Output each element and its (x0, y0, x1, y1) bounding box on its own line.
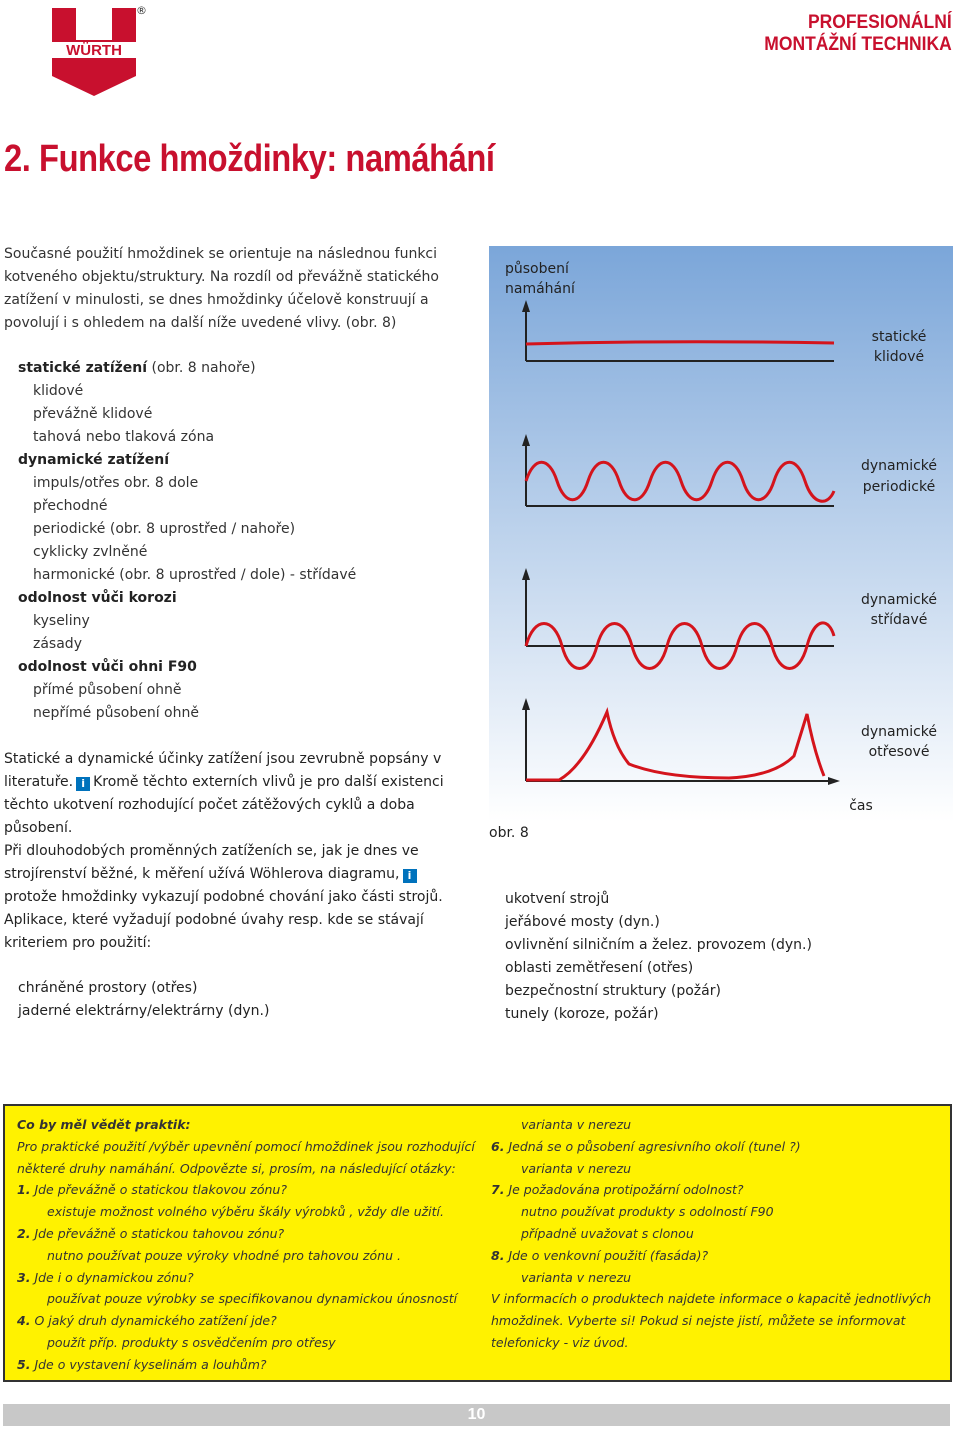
brand-line-1: PROFESIONÁLNÍ (808, 12, 952, 33)
list-item: periodické (obr. 8 uprostřed / nahoře) (33, 521, 296, 537)
brand-tagline (765, 12, 952, 56)
logo-text: WÜRTH (66, 42, 122, 59)
list-item: bezpečnostní struktury (požár) (505, 983, 721, 999)
list-item: oblasti zemětřesení (otřes) (505, 960, 694, 976)
question: 7. Je požadována protipožární odolnost? (491, 1182, 744, 1198)
figure-caption: obr. 8 (489, 825, 529, 841)
question: 5. Jde o vystavení kyselinám a louhům? (17, 1356, 267, 1372)
list-item: přímé působení ohně (33, 682, 182, 698)
answer: existuje možnost volného výběru škály výrobků , vždy dle užití. (47, 1204, 444, 1220)
info-icon: i (76, 777, 90, 791)
svg-text:střídavé: střídavé (870, 612, 928, 628)
list-item: nepřímé působení ohně (33, 705, 199, 721)
wurth-logo (48, 6, 140, 98)
list-item: tunely (koroze, požár) (505, 1006, 659, 1022)
x-axis-label: čas (849, 798, 873, 814)
fire-heading: odolnost vůči ohni F90 (18, 659, 197, 675)
page-title: 2. Funkce hmoždinky: namáhání (4, 138, 495, 180)
static-load-heading: statické zatížení (obr. 8 nahoře) (18, 360, 256, 376)
question: 3. Jde i o dynamickou zónu? (17, 1269, 194, 1285)
tips-right-column (491, 1114, 947, 1354)
answer: varianta v nerezu (521, 1160, 632, 1176)
answer: varianta v nerezu (521, 1117, 632, 1132)
list-item: cyklicky zvlněné (33, 544, 148, 560)
question: 4. O jaký druh dynamického zatížení jde? (17, 1313, 277, 1329)
list-item: kyseliny (33, 613, 90, 629)
answer: varianta v nerezu (521, 1269, 632, 1285)
footer-bar (3, 1404, 950, 1426)
intro-paragraph: Současné použití hmoždinek se orientuje na následnou funkci kotveného objektu/struktury. Na rozdíl od převážně statického zatížení v minulosti, se dnes hmoždinky účelově konstruují a povolují i s ohledem na další níže uvedené vlivy. (obr. 8) (4, 246, 439, 331)
answer: použít příp. produkty s osvědčením pro otřesy (47, 1334, 336, 1350)
question: 6. Jedná se o působení agresivního okolí (tunel ?) (491, 1138, 801, 1154)
list-item: ovlivnění silničním a želez. provozem (dyn.) (505, 937, 812, 953)
answer: používat pouze výrobky se specifikovanou dynamickou únosností (47, 1291, 458, 1307)
brand-line-2: MONTÁŽNÍ TECHNIKA (764, 34, 952, 55)
svg-text:periodické: periodické (862, 479, 936, 495)
list-item: impuls/otřes obr. 8 dole (33, 475, 199, 491)
list-item: klidové (33, 383, 84, 399)
page-number: 10 (467, 1406, 486, 1423)
tips-outro: V informacích o produktech najdete informace o kapacitě jednotlivých hmoždinek. Vyberte si! Pokud si nejste jistí, můžete se informovat telefonicky - viz úvod. (491, 1291, 932, 1350)
practitioner-tips-box (3, 1104, 952, 1382)
y-axis-label-2: namáhání (505, 281, 575, 297)
svg-text:statické: statické (871, 329, 927, 345)
svg-text:klidové: klidové (873, 349, 925, 365)
load-diagram (489, 246, 953, 822)
tips-heading: Co by měl vědět praktik: (17, 1117, 191, 1132)
svg-text:otřesové: otřesové (868, 744, 930, 760)
list-item: přechodné (33, 498, 108, 514)
tips-left-column (17, 1114, 487, 1376)
list-item: jaderné elektrárny/elektrárny (dyn.) (18, 1003, 270, 1019)
svg-text:dynamické: dynamické (860, 592, 938, 608)
list-item: jeřábové mosty (dyn.) (505, 914, 660, 930)
info-icon: i (403, 869, 417, 883)
answer: nutno používat produkty s odolností F90 (521, 1204, 774, 1220)
y-axis-label-1: působení (505, 261, 569, 277)
list-item: zásady (33, 636, 82, 652)
examples-left-list (18, 977, 269, 1023)
list-item: tahová nebo tlaková zóna (33, 429, 215, 445)
svg-text:dynamické: dynamické (860, 458, 938, 474)
corrosion-heading: odolnost vůči korozi (18, 590, 177, 606)
list-item: chráněné prostory (otřes) (18, 980, 198, 996)
answer: nutno používat pouze výroky vhodné pro tahovou zónu . (47, 1247, 401, 1263)
registered-mark: ® (136, 4, 147, 17)
question: 2. Jde převážně o statickou tahovou zónu? (17, 1225, 285, 1241)
svg-text:dynamické: dynamické (860, 724, 938, 740)
question: 1. Jde převážně o statickou tlakovou zónu? (17, 1182, 287, 1198)
answer: případně uvažovat s clonou (521, 1225, 694, 1241)
examples-right-list (505, 888, 812, 1026)
body-paragraph: Statické a dynamické účinky zatížení jsou zevrubně popsány v literatuře. i Kromě těchto externích vlivů je pro další existenci těchto ukotvení rozhodující počet zátěžových cyklů a doba působení. Při dlouhodobých proměnných zatíženích se, jak je dnes ve strojírenství běžné, k měření užívá Wöhlerova diagramu, i protože hmoždinky vykazují podobné chování jako části strojů. Aplikace, které vyžadují podobné úvahy resp. kde se stávají kriteriem pro použití: (4, 751, 444, 951)
list-item: převážně klidové (33, 406, 153, 422)
load-types-list (18, 357, 458, 725)
dynamic-load-heading: dynamické zatížení (18, 452, 170, 468)
question: 8. Jde o venkovní použití (fasáda)? (491, 1247, 709, 1263)
list-item: harmonické (obr. 8 uprostřed / dole) - střídavé (33, 567, 357, 583)
list-item: ukotvení strojů (505, 891, 610, 907)
tips-intro: Pro praktické použití /výběr upevnění pomocí hmoždinek jsou rozhodující některé druhy namáhání. Odpovězte si, prosím, na následující otázky: (17, 1138, 475, 1176)
